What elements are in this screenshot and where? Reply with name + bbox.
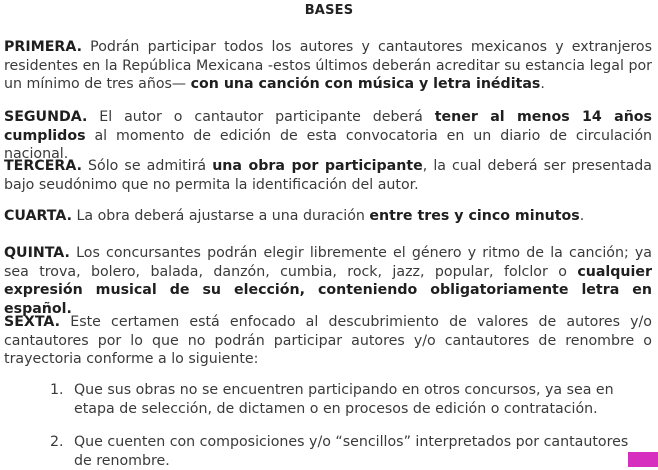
clause-text: Este certamen está enfocado al descubrimiento de valores de autores y/o cantautores por lo que no podrán participar autores y/o cantautores de renombre o trayectoria conforme a lo siguiente: (4, 314, 652, 367)
clause-lead: PRIMERA. (4, 39, 82, 55)
clause-emphasis: cualquier expresión musical de su elección, conteniendo obligatoriamente letra en español. (4, 263, 652, 317)
clause-lead: SEXTA. (4, 314, 61, 330)
list-item (50, 381, 650, 418)
clause-text-end: al momento de edición de esta convocatoria en un diario de circulación nacional. (4, 127, 652, 162)
list-item-text: Que cuenten con composiciones y/o “sencillos” interpretados por cantautores de renombre. (74, 434, 629, 469)
clause-cuarta (4, 207, 652, 226)
section-heading: BASES (304, 3, 354, 18)
list-item (50, 433, 650, 470)
clause-lead: QUINTA. (4, 245, 70, 261)
clause-emphasis: con una canción con música y letra inéditas (190, 76, 541, 92)
clause-text: Sólo se admitirá (81, 158, 213, 174)
clause-text: La obra deberá ajustarse a una duración (71, 208, 370, 224)
clause-emphasis: tener al menos 14 años cumplidos (4, 109, 652, 144)
clause-lead: CUARTA. (4, 208, 72, 224)
clause-text-end: . (579, 208, 585, 224)
clause-sexta (4, 313, 652, 369)
list-item-text: Que sus obras no se encuentren participando en otros concursos, ya sea en etapa de selección, de dictamen o en procesos de edición o contratación. (74, 382, 614, 417)
clause-emphasis: entre tres y cinco minutos (369, 208, 580, 224)
clause-primera (4, 38, 652, 94)
clause-text: Los concursantes podrán elegir libremente el género y ritmo de la canción; ya sea trova, bolero, balada, danzón, cumbia, rock, jazz, popular, folclor o (4, 245, 652, 280)
clause-segunda (4, 108, 652, 164)
list-item-number: 2. (50, 434, 64, 450)
clause-text: El autor o cantautor participante deberá (87, 109, 435, 125)
clause-lead: TERCERA. (4, 158, 82, 174)
clause-text: Podrán participar todos los autores y cantautores mexicanos y extranjeros residentes en la República Mexicana -estos últimos deberán acreditar su estancia legal por un mínimo de tres años— (4, 39, 652, 92)
clause-text-end: . (540, 76, 545, 92)
clause-text-end: , la cual deberá ser presentada bajo seudónimo que no permita la identificación del autor. (4, 158, 652, 193)
clause-emphasis: una obra por participante (212, 158, 423, 174)
list-item-number: 1. (50, 382, 64, 398)
clause-quinta (4, 244, 652, 318)
clause-lead: SEGUNDA. (4, 109, 88, 125)
decorative-accent-bar (628, 452, 658, 467)
clause-tercera (4, 157, 652, 194)
